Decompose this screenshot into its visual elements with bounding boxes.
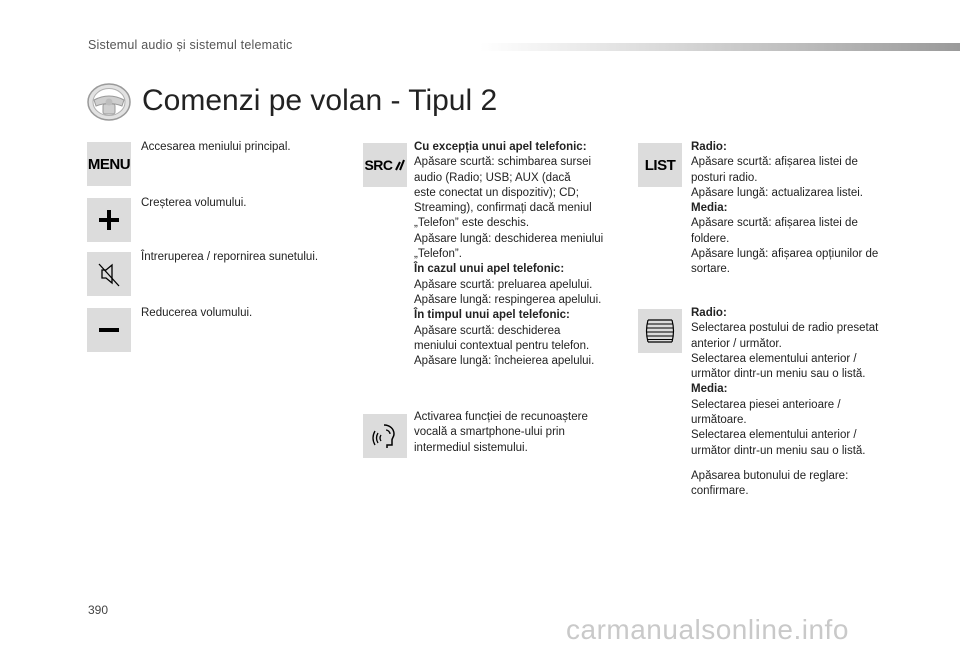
src-line: meniului contextual pentru telefon.: [414, 339, 590, 352]
minus-icon: [87, 308, 131, 352]
list-line: Apăsare lungă: afișarea opțiunilor de: [691, 248, 879, 261]
src-line: Apăsare scurtă: schimbarea sursei: [414, 156, 592, 169]
list-line: Apăsare lungă: actualizarea listei.: [691, 186, 863, 199]
volume-down-description: Reducerea volumului.: [141, 307, 253, 319]
mute-description: Întreruperea / repornirea sunetului.: [141, 251, 319, 263]
src-line: Apăsare lungă: deschiderea meniului: [414, 232, 604, 245]
plus-icon: [87, 198, 131, 242]
page-number: 390: [88, 603, 109, 617]
list-heading-media: Media:: [691, 202, 728, 215]
wheel-line: Selectarea elementului anterior /: [691, 352, 857, 365]
src-line: „Telefon” este deschis.: [414, 217, 530, 230]
press-line: confirmare.: [691, 485, 749, 498]
voice-command-icon: [363, 414, 407, 458]
voice-line: Activarea funcției de recunoaștere: [414, 411, 588, 423]
wheel-line: Selectarea postului de radio presetat: [691, 322, 879, 335]
src-heading-incoming-call: În cazul unui apel telefonic:: [414, 263, 565, 276]
thumbwheel-icon: [638, 309, 682, 353]
steering-wheel-icon: [86, 82, 132, 122]
wheel-heading-radio: Radio:: [691, 307, 727, 319]
src-line: este conectat un dispozitiv); CD;: [414, 186, 579, 199]
wheel-line: Selectarea elementului anterior /: [691, 429, 857, 442]
wheel-line: următor dintr-un meniu sau o listă.: [691, 444, 866, 457]
src-line: Streaming), confirmați dacă meniul: [414, 202, 592, 215]
list-line: Apăsare scurtă: afișarea listei de: [691, 217, 858, 230]
list-line: posturi radio.: [691, 171, 758, 184]
src-line: Apăsare lungă: respingerea apelului.: [414, 293, 602, 306]
wheel-line: Selectarea piesei anterioare /: [691, 398, 841, 411]
src-heading-during-call: În timpul unui apel telefonic:: [414, 309, 570, 322]
page-title: Comenzi pe volan - Tipul 2: [142, 84, 498, 117]
list-line: foldere.: [691, 232, 730, 245]
src-description: [414, 140, 603, 369]
press-line: Apăsarea butonului de reglare:: [691, 470, 849, 482]
wheel-line: următoare.: [691, 414, 747, 427]
src-heading-no-call: Cu excepția unui apel telefonic:: [414, 141, 587, 153]
watermark: carmanualsonline.info: [566, 614, 849, 645]
section-header: Sistemul audio și sistemul telematic: [88, 38, 293, 52]
press-description: [691, 469, 848, 500]
list-description: [691, 140, 878, 278]
header-gradient-bar: [480, 43, 960, 51]
menu-description: Accesarea meniului principal.: [141, 141, 291, 153]
wheel-heading-media: Media:: [691, 383, 728, 396]
list-line: Apăsare scurtă: afișarea listei de: [691, 156, 858, 169]
menu-button-icon: MENU: [87, 142, 131, 186]
src-line: Apăsare scurtă: deschiderea: [414, 324, 561, 337]
voice-description: [414, 410, 588, 456]
src-line: Apăsare scurtă: preluarea apelului.: [414, 278, 593, 291]
mute-icon: [87, 252, 131, 296]
src-button-icon: SRC: [363, 143, 407, 187]
wheel-line: anterior / următor.: [691, 337, 782, 350]
wheel-description: [691, 306, 878, 459]
list-heading-radio: Radio:: [691, 141, 727, 153]
wheel-line: următor dintr-un meniu sau o listă.: [691, 368, 866, 381]
list-line: sortare.: [691, 263, 730, 276]
voice-line: intermediul sistemului.: [414, 441, 528, 454]
src-line: „Telefon”.: [414, 248, 462, 261]
src-line: Apăsare lungă: încheierea apelului.: [414, 355, 595, 368]
voice-line: vocală a smartphone-ului prin: [414, 426, 565, 439]
src-line: audio (Radio; USB; AUX (dacă: [414, 171, 571, 184]
list-button-icon: LIST: [638, 143, 682, 187]
volume-up-description: Creșterea volumului.: [141, 197, 247, 209]
